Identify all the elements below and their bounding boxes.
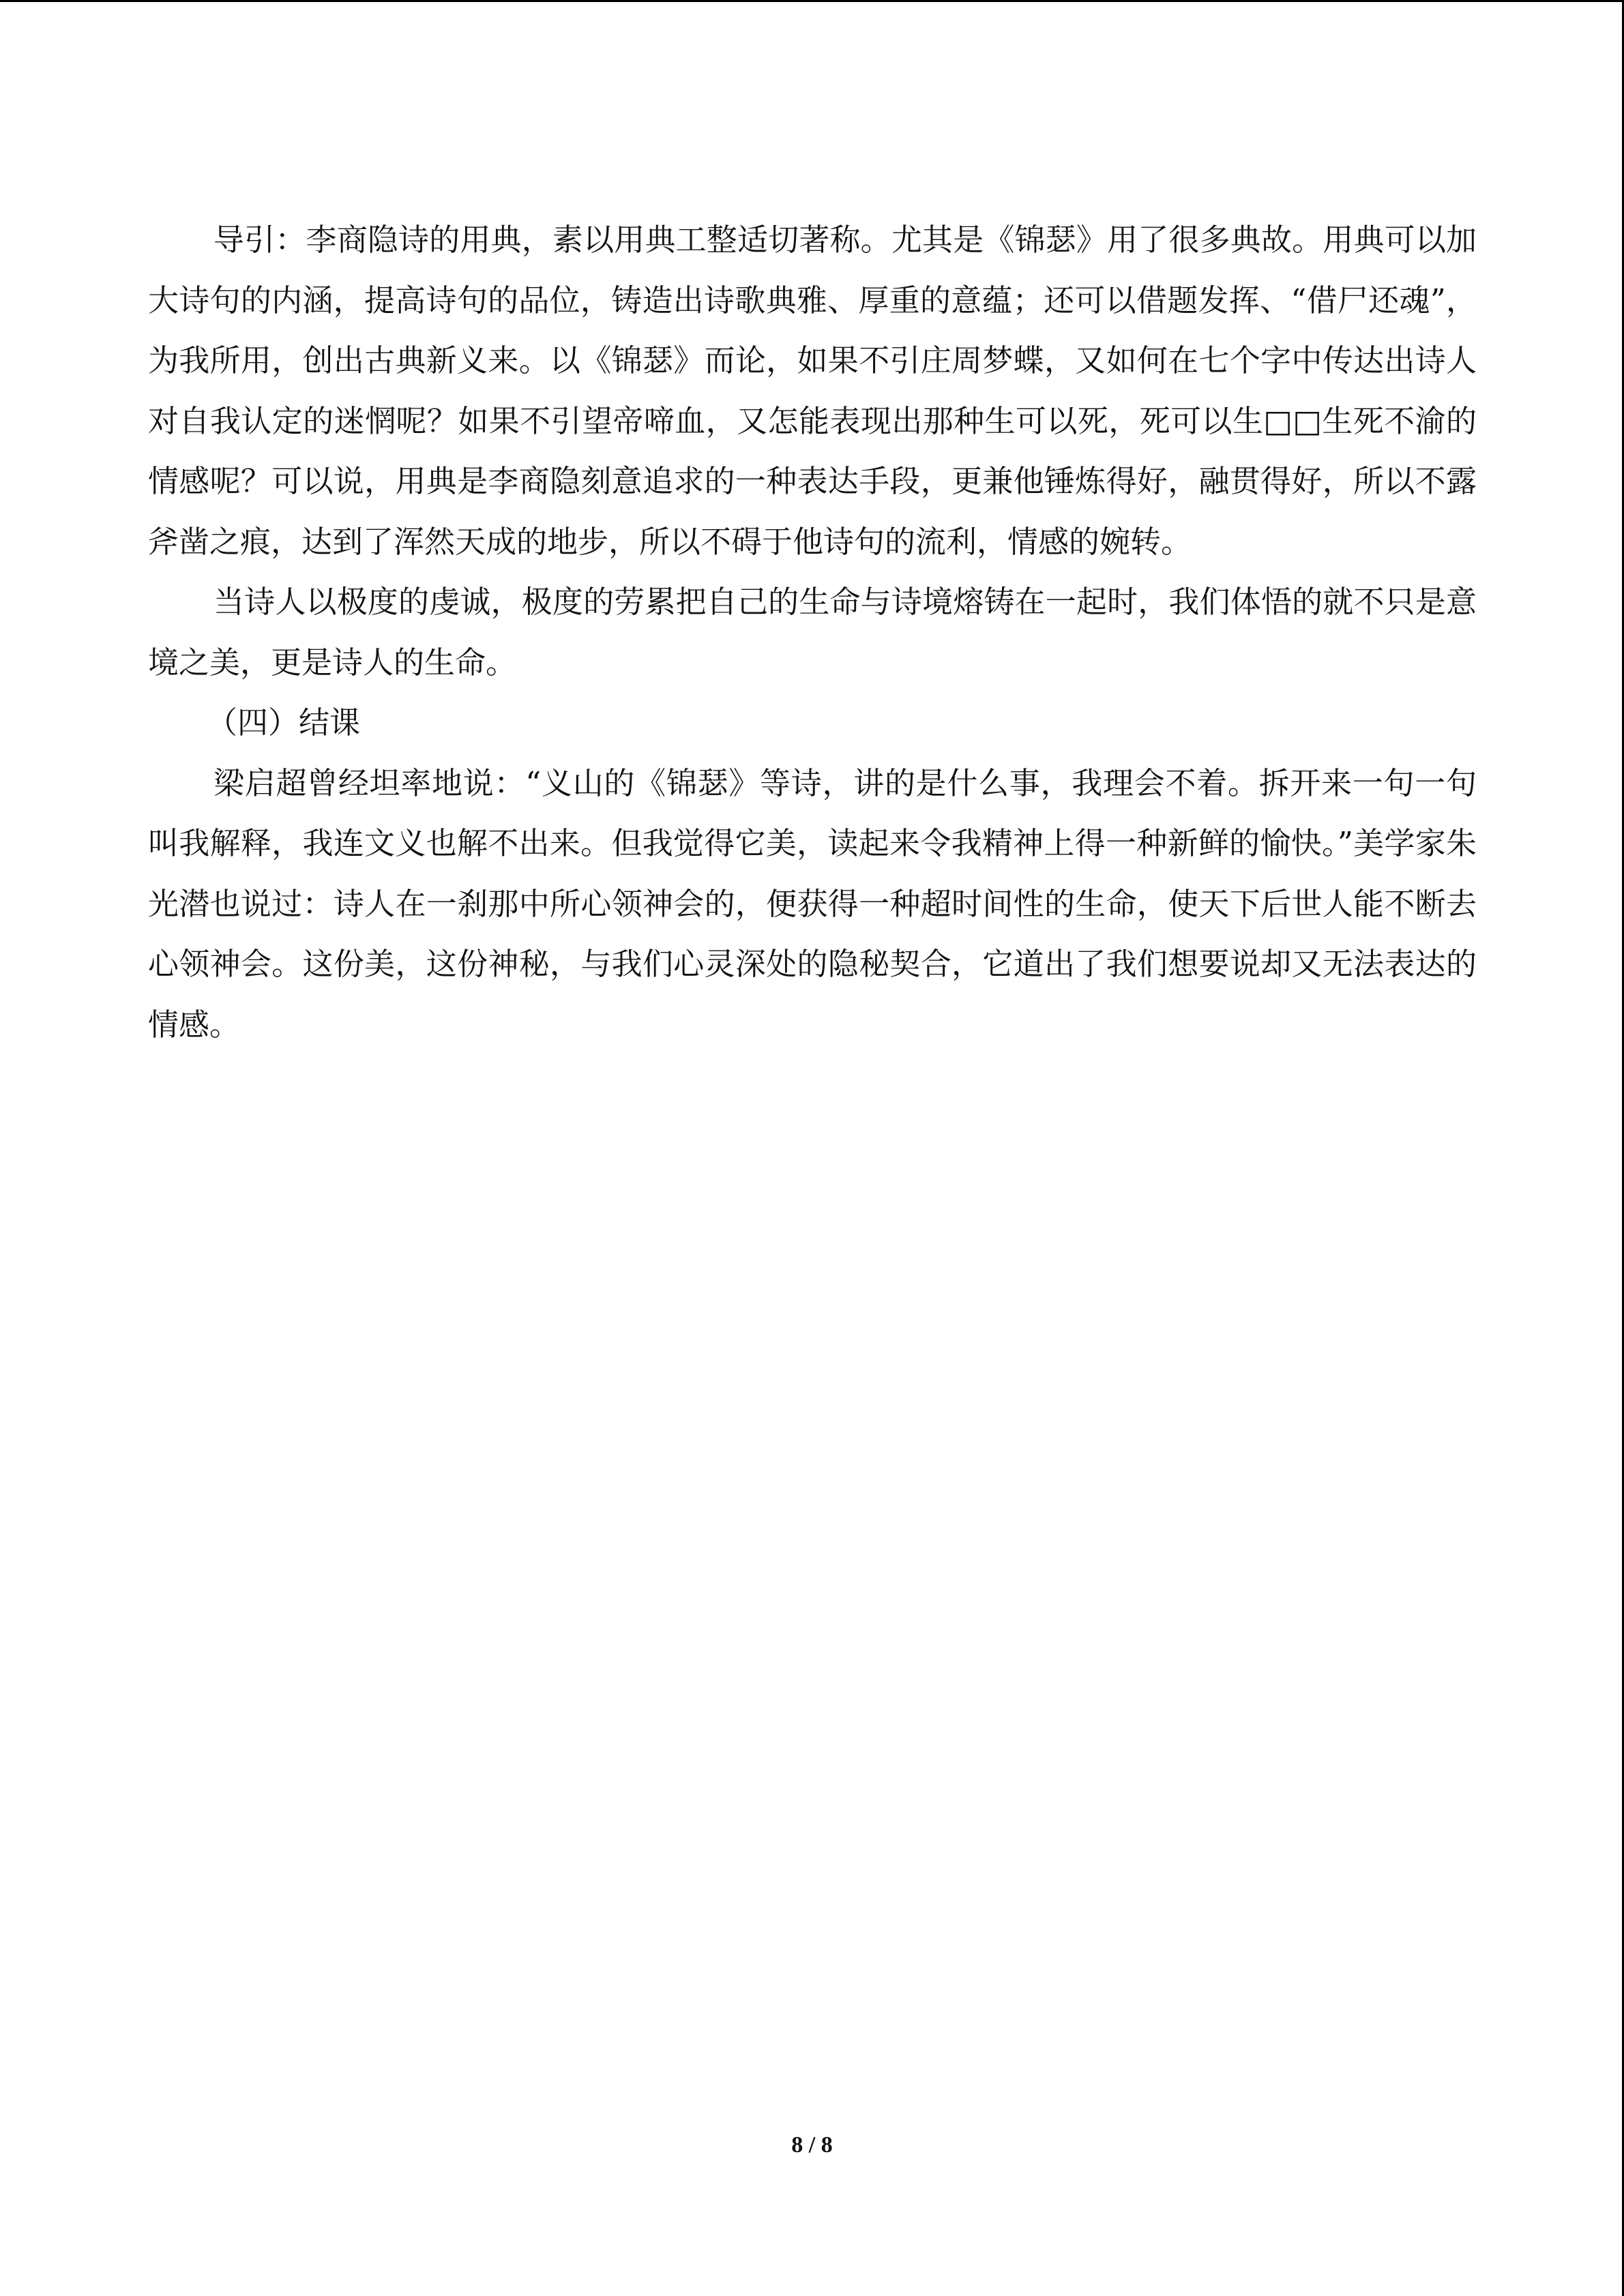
page-number: 8 / 8 (791, 2132, 833, 2158)
paragraph-guide: 导引：李商隐诗的用典，素以用典工整适切著称。尤其是《锦瑟》用了很多典故。用典可以加大诗句的内涵，提高诗句的品位，铸造出诗歌典雅、厚重的意蕴；还可以借题发挥、“借尸还魂”，为我所用，创出古典新义来。以《锦瑟》而论，如果不引庄周梦蝶，又如何在七个字中传达出诗人对自我认定的迷惘呢？如果不引望帝啼血，又怎能表现出那种生可以死，死可以生□□生死不渝的情感呢？可以说，用典是李商隐刻意追求的一种表达手段，更兼他锤炼得好，融贯得好，所以不露斧凿之痕，达到了浑然天成的地步，所以不碍于他诗句的流利，情感的婉转。 (148, 222, 1477, 560)
document-body (148, 210, 1477, 1055)
paragraph-reflection: 当诗人以极度的虔诚，极度的劳累把自己的生命与诗境熔铸在一起时，我们体悟的就不只是意境之美，更是诗人的生命。 (148, 584, 1477, 681)
section-heading-conclusion: （四）结课 (207, 704, 361, 741)
paragraph-conclusion: 梁启超曾经坦率地说：“义山的《锦瑟》等诗，讲的是什么事，我理会不着。拆开来一句一句叫我解释，我连文义也解不出来。但我觉得它美，读起来令我精神上得一种新鲜的愉快。”美学家朱光潜也说过：诗人在一刹那中所心领神会的，便获得一种超时间性的生命，使天下后世人能不断去心领神会。这份美，这份神秘，与我们心灵深处的隐秘契合，它道出了我们想要说却又无法表达的情感。 (148, 764, 1477, 1043)
